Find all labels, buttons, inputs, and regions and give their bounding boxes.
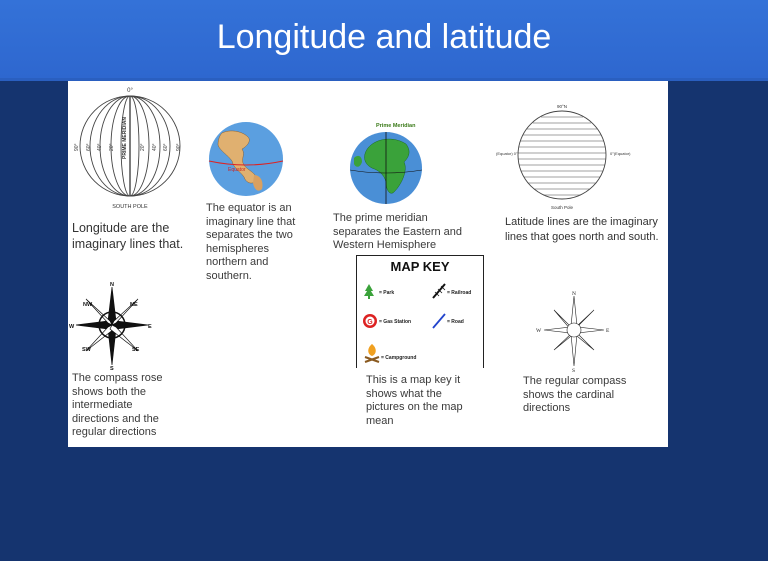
degree-label: 60°	[86, 143, 92, 151]
map-key-icons	[357, 256, 483, 368]
latitude-globe-figure	[496, 95, 636, 213]
regular-compass-w: W	[536, 328, 542, 334]
regular-compass-caption: The regular compass shows the cardinal directions	[523, 375, 627, 414]
degree-label: 40°	[97, 143, 103, 151]
map-key-caption: This is a map key it shows what the pictures on the map mean	[366, 374, 463, 427]
degree-label: 20°	[140, 143, 146, 151]
compass-label-n: N	[110, 282, 114, 288]
degree-label: 90°	[74, 143, 80, 151]
compass-rose-caption: The compass rose shows both the intermediate directions and the regular directions	[72, 372, 163, 438]
svg-text:G: G	[367, 319, 373, 326]
regular-compass-figure	[536, 290, 612, 372]
longitude-top-label: 0°	[127, 88, 133, 94]
campfire-icon	[365, 344, 379, 362]
compass-label-sw: SW	[82, 347, 91, 353]
degree-label: 60°	[163, 143, 169, 151]
compass-label-e: E	[148, 324, 152, 330]
map-key-box	[356, 255, 484, 368]
equator-globe-label: Equator	[228, 167, 246, 173]
degree-label: 40°	[152, 143, 158, 151]
compass-label-ne: NE	[130, 302, 138, 308]
degree-label: 20°	[109, 143, 115, 151]
compass-label-w: W	[69, 324, 75, 330]
campground-label: = Campground	[381, 355, 417, 361]
degree-label: 90°	[176, 143, 182, 151]
railroad-label: = Railroad	[447, 290, 472, 296]
equator-caption: The equator is an imaginary line that separates the two hemispheres northern and southern.	[206, 202, 296, 282]
longitude-caption: Longitude are the imaginary lines that.	[72, 221, 184, 251]
prime-meridian-caption: The prime meridian separates the Eastern and Western Hemisphere	[333, 212, 463, 251]
compass-label-nw: NW	[83, 302, 93, 308]
prime-meridian-label: PRIME MERIDIAN	[122, 117, 128, 159]
latitude-caption: Latitude lines are the imaginary lines that goes north and south.	[505, 216, 659, 243]
title-bar	[0, 0, 768, 81]
prime-meridian-globe-figure	[346, 118, 426, 208]
page-title: Longitude and latitude	[216, 18, 552, 56]
compass-label-se: SE	[132, 347, 140, 353]
regular-compass-s: S	[572, 368, 576, 374]
content-card	[68, 81, 668, 447]
compass-label-s: S	[110, 366, 114, 372]
prime-meridian-globe-label: Prime Meridian	[376, 123, 416, 129]
gas-station-icon	[363, 314, 377, 328]
park-icon	[364, 284, 374, 299]
latitude-top-label: 90°N	[556, 104, 568, 109]
latitude-right-label: 0°(Equator)	[610, 151, 631, 156]
regular-compass-e: E	[606, 328, 610, 334]
longitude-globe-figure	[68, 81, 198, 216]
gas-station-label: = Gas Station	[379, 319, 412, 325]
railroad-icon	[433, 284, 445, 298]
equator-globe-figure	[206, 119, 286, 199]
park-label: = Park	[379, 290, 395, 296]
regular-compass-n: N	[572, 291, 576, 297]
longitude-bottom-label: SOUTH POLE	[112, 204, 148, 210]
latitude-bottom-label: South Pole	[550, 205, 574, 210]
road-label: = Road	[447, 319, 464, 325]
latitude-left-label: (Equator) 0°	[496, 151, 518, 156]
road-icon	[433, 314, 445, 328]
map-key-title: MAP KEY	[390, 259, 450, 274]
compass-rose-figure	[68, 281, 158, 371]
